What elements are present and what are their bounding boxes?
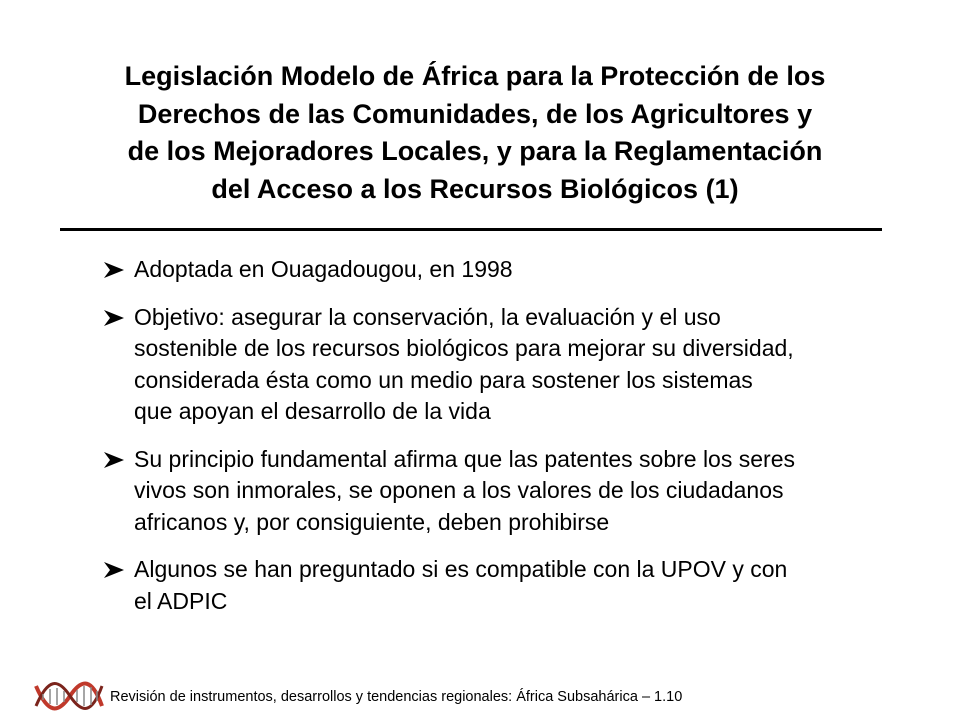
bullet-item (104, 554, 924, 617)
bullet-text: que apoyan el desarrollo de la vida (134, 398, 491, 424)
title-divider (60, 228, 882, 231)
title-line: del Acceso a los Recursos Biológicos (1) (211, 173, 739, 204)
bullet-text: vivos son inmorales, se oponen a los valores de los ciudadanos (134, 477, 784, 503)
arrowhead-bullet-icon (104, 562, 124, 578)
bullet-item (104, 254, 924, 286)
bullet-item (104, 444, 924, 539)
bullet-text: Su principio fundamental afirma que las patentes sobre los seres (134, 445, 795, 472)
bullet-text: Algunos se han preguntado si es compatible con la UPOV y con (134, 556, 788, 582)
arrowhead-bullet-icon (104, 452, 124, 468)
slide-title (40, 58, 910, 208)
arrowhead-bullet-icon (104, 310, 124, 326)
bullet-text: el ADPIC (134, 587, 228, 614)
bullet-text: considerada ésta como un medio para sostener los sistemas (134, 366, 753, 393)
dna-helix-icon (34, 678, 104, 714)
bullet-text: africanos y, por consiguiente, deben prohibirse (134, 508, 610, 535)
title-line: de los Mejoradores Locales, y para la Reglamentación (127, 136, 823, 166)
slide-footer (0, 676, 960, 716)
bullet-text: Adoptada en Ouagadougou, en 1998 (134, 256, 513, 282)
bullet-item (104, 302, 924, 428)
title-line: Legislación Modelo de África para la Protección de los (124, 61, 826, 91)
bullet-list (104, 254, 924, 633)
bullet-text: sostenible de los recursos biológicos para mejorar su diversidad, (134, 335, 794, 361)
arrowhead-bullet-icon (104, 262, 124, 278)
title-line: Derechos de las Comunidades, de los Agricultores y (137, 98, 813, 129)
bullet-text: Objetivo: asegurar la conservación, la evaluación y el uso (134, 303, 721, 330)
footer-text: Revisión de instrumentos, desarrollos y tendencias regionales: África Subsahárica – 1.10 (110, 689, 683, 705)
